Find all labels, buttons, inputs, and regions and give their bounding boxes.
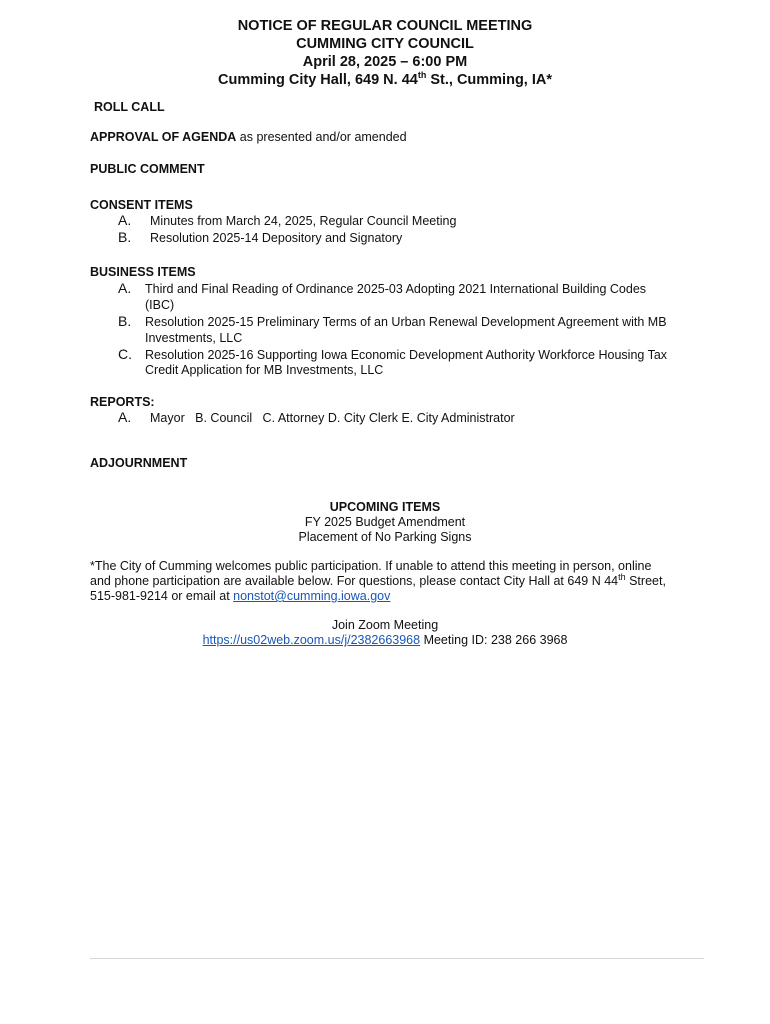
consent-heading: CONSENT ITEMS (90, 198, 193, 212)
business-item-line2: (IBC) (145, 298, 175, 312)
consent-item-text: Minutes from March 24, 2025, Regular Council Meeting (150, 214, 457, 228)
upcoming-section (0, 500, 770, 545)
public-comment-heading: PUBLIC COMMENT (90, 162, 205, 176)
list-letter: A. (118, 280, 132, 296)
footer-divider (90, 958, 704, 959)
consent-item-text: Resolution 2025-14 Depository and Signatory (150, 231, 403, 245)
adjournment-heading: ADJOURNMENT (90, 456, 188, 470)
reports-text: Mayor B. Council C. Attorney D. City Clerk E. City Administrator (150, 411, 515, 425)
upcoming-item: FY 2025 Budget Amendment (304, 515, 466, 529)
business-item-line2: Credit Application for MB Investments, LLC (145, 363, 384, 377)
list-letter: B. (118, 313, 132, 329)
header-title: NOTICE OF REGULAR COUNCIL MEETING (237, 18, 533, 34)
header-location-pre: Cumming City Hall, 649 N. 44 (217, 72, 418, 88)
business-item-line1: Resolution 2025-16 Supporting Iowa Economic Development Authority Workforce Housing Tax (145, 348, 668, 362)
zoom-link[interactable]: https://us02web.zoom.us/j/2382663968 (202, 633, 421, 647)
list-letter: B. (118, 229, 132, 245)
business-item-line2: Investments, LLC (145, 331, 243, 345)
participation-notice (90, 559, 690, 604)
notice-line-2 (90, 571, 690, 589)
upcoming-heading: UPCOMING ITEMS (329, 500, 441, 514)
list-letter: A. (118, 409, 132, 425)
header-location (0, 71, 770, 89)
notice-line-1: *The City of Cumming welcomes public participation. If unable to attend this meeting in person, online (90, 559, 652, 573)
zoom-section (0, 618, 770, 648)
notice-line-2-sup: th (618, 571, 626, 582)
notice-line-2-post: Street, (625, 574, 666, 588)
header-date: April 28, 2025 – 6:00 PM (302, 54, 468, 70)
upcoming-item: Placement of No Parking Signs (298, 530, 472, 544)
reports-heading: REPORTS: (90, 395, 155, 409)
agenda-header (0, 17, 770, 89)
zoom-meeting-id: Meeting ID: 238 266 3968 (420, 633, 568, 647)
notice-line-3 (90, 589, 690, 604)
header-location-post: St., Cumming, IA* (426, 72, 552, 88)
list-letter: C. (118, 346, 132, 362)
approval-heading: APPROVAL OF AGENDA (90, 130, 237, 144)
notice-line-3-pre: 515-981-9214 or email at (90, 589, 234, 603)
zoom-line (0, 633, 770, 648)
email-link[interactable]: nonstot@cumming.iowa.gov (233, 589, 391, 603)
roll-call-heading: ROLL CALL (94, 100, 165, 114)
header-location-sup: th (417, 70, 427, 81)
header-council: CUMMING CITY COUNCIL (296, 36, 474, 52)
zoom-heading: Join Zoom Meeting (331, 618, 439, 632)
list-letter: A. (118, 212, 132, 228)
business-heading: BUSINESS ITEMS (90, 265, 196, 279)
business-item-line1: Third and Final Reading of Ordinance 2025-03 Adopting 2021 International Building Codes (145, 282, 647, 296)
approval-text: as presented and/or amended (236, 130, 407, 144)
approval-section (90, 129, 407, 145)
notice-line-2-pre: and phone participation are available below. For questions, please contact City Hall at 649 N 44 (90, 574, 619, 588)
business-item-line1: Resolution 2025-15 Preliminary Terms of an Urban Renewal Development Agreement with MB (145, 315, 667, 329)
